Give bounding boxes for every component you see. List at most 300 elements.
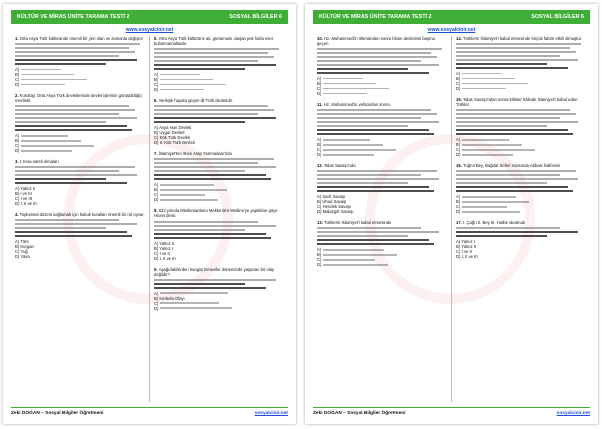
option-label: A)	[15, 67, 20, 73]
option-label: D)	[317, 91, 322, 97]
option-label: C)	[154, 192, 159, 198]
text-line	[317, 178, 439, 180]
option-label: B)	[456, 76, 461, 82]
question-text	[456, 36, 586, 41]
text-line	[456, 227, 560, 229]
question-item	[154, 208, 284, 260]
text-line	[456, 55, 560, 57]
option-text-line	[323, 144, 383, 146]
page-header	[313, 10, 590, 24]
option-label: B) I ve III	[15, 191, 32, 197]
text-line	[15, 166, 135, 168]
question-item	[15, 93, 145, 153]
text-line	[15, 43, 140, 45]
option-text-line	[462, 144, 522, 146]
text-line	[154, 178, 271, 180]
text-line	[456, 174, 560, 176]
option-text-line	[323, 139, 370, 141]
option-label: A) Yalnız I	[456, 239, 475, 245]
option-text-line	[160, 199, 218, 201]
text-line	[15, 113, 119, 115]
text-line	[317, 243, 434, 245]
option-label: B)	[154, 187, 159, 193]
question-item	[456, 220, 586, 259]
text-line	[456, 190, 573, 192]
text-line	[317, 113, 437, 115]
question-text	[15, 36, 145, 41]
text-line	[456, 59, 578, 61]
text-line	[456, 186, 568, 188]
option-label: C) Hendek Savaşı	[317, 204, 351, 210]
text-line	[154, 162, 258, 164]
option-label: D)	[456, 86, 461, 92]
text-line	[154, 109, 274, 111]
option-text-line	[462, 154, 513, 156]
answer-option[interactable]	[15, 201, 145, 206]
text-line	[317, 52, 431, 54]
text-line	[154, 117, 276, 119]
option-label: C) I ve III	[15, 196, 32, 202]
option-text-line	[21, 135, 68, 137]
option-text-line	[160, 184, 214, 186]
option-text-line	[462, 83, 528, 85]
text-line	[317, 64, 439, 66]
option-text-line	[323, 264, 388, 266]
text-line	[154, 279, 276, 281]
question-item	[456, 163, 586, 214]
option-label: B) Uhud Savaşı	[317, 199, 347, 205]
option-label: D)	[317, 262, 322, 268]
option-label: D) I, II ve III	[456, 254, 478, 260]
text-line	[154, 60, 258, 62]
left-page	[3, 4, 296, 424]
text-line	[456, 67, 568, 69]
answer-option[interactable]	[154, 87, 284, 92]
header-title: KÜLTÜR VE MİRAS ÜNİTE TARAMA TESTİ 2	[319, 14, 432, 20]
question-stem: Kurultay, Orta Asya Türk devletlerinde devlet işlerinin görüşüldüğü meclistir.	[15, 93, 142, 104]
option-text-line	[323, 249, 384, 251]
option-label: C)	[154, 300, 159, 306]
text-line	[317, 170, 437, 172]
option-text-line	[462, 211, 520, 213]
question-number: 3.	[15, 159, 20, 165]
answer-option[interactable]	[317, 91, 447, 96]
page-footer	[11, 407, 288, 418]
text-line	[15, 59, 137, 61]
question-text	[15, 212, 145, 217]
text-line	[456, 129, 568, 131]
option-text-line	[160, 302, 219, 304]
question-item	[154, 36, 284, 92]
right-page	[305, 4, 598, 424]
right-column	[149, 36, 288, 402]
question-item	[456, 97, 586, 157]
question-number: 16.	[456, 163, 463, 169]
option-label: C)	[456, 81, 461, 87]
option-label: C)	[15, 77, 20, 83]
option-label: D)	[15, 82, 20, 88]
text-line	[15, 63, 106, 65]
question-item	[15, 159, 145, 206]
question-stem: Türklerin İslamiyet'i kabul etmesinde birçok faktör etkili olmuştur.	[463, 36, 583, 41]
page-footer	[313, 407, 590, 418]
right-column	[451, 36, 590, 402]
text-line	[154, 52, 268, 54]
option-text-line	[462, 196, 516, 198]
header-subject: SOSYAL BİLGİLER 6	[229, 14, 282, 20]
question-stem: Türklerin İslamiyet'i kabul etmesinde	[324, 220, 392, 226]
option-text-line	[21, 140, 81, 142]
question-columns	[313, 36, 590, 402]
answer-option[interactable]	[15, 82, 145, 87]
text-line	[154, 68, 245, 70]
text-line	[456, 121, 578, 123]
text-line	[317, 133, 434, 135]
option-label: A)	[15, 133, 20, 139]
question-item	[317, 36, 447, 96]
text-line	[456, 182, 547, 184]
text-line	[154, 56, 274, 58]
text-line	[154, 237, 271, 239]
question-number: 10.	[317, 36, 324, 41]
question-stem: Hz. Muhammed'in vefatından sonra	[323, 102, 390, 108]
answer-option[interactable]	[154, 256, 284, 261]
question-number: 12.	[317, 163, 324, 169]
question-text	[154, 267, 284, 277]
option-text-line	[323, 154, 374, 156]
question-item	[15, 212, 145, 259]
option-text-line	[462, 149, 535, 151]
text-line	[154, 48, 279, 50]
text-line	[456, 235, 547, 237]
option-text-line	[462, 73, 502, 75]
question-text	[317, 220, 447, 225]
option-text-line	[160, 84, 226, 86]
question-text	[154, 36, 284, 46]
option-label: A) Yalnız II	[154, 240, 175, 246]
question-text	[154, 208, 284, 218]
option-text-line	[160, 79, 213, 81]
option-label: C)	[317, 147, 322, 153]
text-line	[456, 113, 576, 115]
question-item	[154, 151, 284, 202]
answer-option[interactable]	[456, 152, 586, 157]
text-line	[15, 182, 127, 184]
option-text-line	[21, 150, 72, 152]
text-line	[154, 174, 266, 176]
answer-option[interactable]	[456, 209, 586, 214]
text-line	[15, 117, 137, 119]
text-line	[317, 186, 429, 188]
option-label: C)	[317, 86, 322, 92]
question-stem: Tuğrul Bey, Bağdat Seferi sırasında Abbasi halifesini	[463, 163, 561, 169]
option-label: B)	[15, 72, 20, 78]
option-text-line	[160, 89, 204, 91]
text-line	[317, 174, 421, 176]
option-text-line	[160, 189, 227, 191]
text-line	[15, 47, 129, 49]
text-line	[154, 287, 266, 289]
question-item	[154, 267, 284, 311]
option-label: D) II. Kök Türk Devleti	[154, 140, 195, 146]
text-line	[456, 170, 576, 172]
question-number: 5.	[154, 36, 159, 41]
option-text-line	[21, 69, 61, 71]
answer-option[interactable]	[154, 197, 284, 202]
text-line	[15, 125, 127, 127]
option-text-line	[160, 74, 200, 76]
text-line	[317, 72, 429, 74]
option-label: A) Yalnız II	[15, 186, 36, 192]
option-label: B)	[317, 81, 322, 87]
option-text-line	[323, 78, 363, 80]
text-line	[317, 239, 429, 241]
question-number: 6.	[154, 98, 159, 104]
text-line	[15, 223, 137, 225]
header-title: KÜLTÜR VE MİRAS ÜNİTE TARAMA TESTİ 2	[17, 14, 130, 20]
question-item	[317, 163, 447, 214]
answer-option[interactable]	[154, 306, 284, 311]
option-label: B)	[456, 199, 461, 205]
text-line	[456, 109, 570, 111]
question-stem: İslamiyet'ten önce Arap Yarımadası'nda	[158, 151, 232, 157]
option-label: D) Malazgirt Savaşı	[317, 209, 354, 215]
text-line	[154, 113, 258, 115]
option-label: D) Yasa	[15, 254, 30, 260]
question-stem: Orta Asya Türk kültürüne ait, günümüze ulaşan pek fazla eser bulunmamaktadır.	[154, 36, 274, 47]
footer-author: Zeki DOĞAN – Sosyal Bilgiler Öğretmeni	[313, 410, 406, 416]
option-text-line	[323, 254, 397, 256]
text-line	[15, 170, 119, 172]
answer-option[interactable]	[317, 152, 447, 157]
option-label: B)	[456, 142, 461, 148]
question-text	[317, 36, 447, 46]
option-label: A)	[317, 247, 322, 253]
text-line	[154, 158, 274, 160]
question-number: 17.	[456, 220, 463, 226]
option-label: B)	[15, 138, 20, 144]
answer-option[interactable]	[317, 262, 447, 267]
option-label: C) I ve II	[154, 250, 170, 256]
question-text	[317, 163, 447, 168]
option-label: A)	[154, 72, 159, 78]
option-label: C) Yuğ	[15, 249, 28, 255]
question-stem: 622 yılında Müslümanların Mekke'den Medine'ye yaptıkları göçe Hicret denir.	[154, 208, 278, 219]
question-number: 14.	[456, 36, 463, 41]
text-line	[317, 231, 439, 233]
text-line	[317, 56, 437, 58]
answer-option[interactable]	[15, 254, 145, 259]
option-label: B)	[317, 142, 322, 148]
answer-option[interactable]	[317, 209, 447, 214]
text-line	[15, 227, 106, 229]
question-stem: Toplumsal düzeni sağlamak için hukuk kuralları önemli bir rol oynar.	[19, 212, 145, 218]
text-line	[317, 190, 434, 192]
page-header	[11, 10, 288, 24]
answer-option[interactable]	[15, 148, 145, 153]
option-label: D)	[317, 152, 322, 158]
option-label: D)	[154, 87, 159, 93]
option-label: C)	[456, 204, 461, 210]
footer-site-link[interactable]: sosyalcinir.net	[254, 410, 288, 416]
option-label: B)	[154, 77, 159, 83]
text-line	[15, 235, 132, 237]
site-link[interactable]: www.sosyalcinir.net	[427, 27, 476, 33]
text-line	[456, 43, 581, 45]
option-label: B) Kurgan	[15, 244, 34, 250]
option-label: C) Kök Türk Devleti	[154, 135, 191, 141]
question-text	[456, 220, 586, 225]
option-label: A)	[154, 290, 159, 296]
text-line	[456, 125, 547, 127]
question-text	[317, 102, 447, 107]
question-text	[15, 159, 145, 164]
site-link[interactable]: www.sosyalcinir.net	[125, 27, 174, 33]
text-line	[15, 55, 119, 57]
answer-option[interactable]	[456, 254, 586, 259]
option-label: D)	[456, 152, 461, 158]
text-line	[154, 225, 276, 227]
text-line	[456, 63, 547, 65]
text-line	[456, 117, 560, 119]
option-text-line	[21, 145, 94, 147]
option-label: C)	[317, 257, 322, 263]
text-line	[456, 51, 576, 53]
text-line	[317, 235, 408, 237]
text-line	[15, 121, 106, 123]
option-label: D)	[456, 209, 461, 215]
option-label: D)	[154, 305, 159, 311]
left-column	[11, 36, 149, 402]
question-stem: I. Kısa süreli olmaları	[19, 159, 59, 165]
question-item	[317, 220, 447, 267]
option-label: C) I ve II	[456, 249, 472, 255]
option-label: D)	[154, 197, 159, 203]
option-text-line	[21, 74, 74, 76]
question-number: 13.	[317, 220, 324, 226]
text-line	[154, 64, 276, 66]
text-line	[456, 231, 578, 233]
text-line	[15, 105, 129, 107]
option-label: A) Sadr Savaşı	[317, 194, 346, 200]
option-text-line	[21, 79, 87, 81]
option-label: A)	[317, 137, 322, 143]
footer-site-link[interactable]: sosyalcinir.net	[556, 410, 590, 416]
question-item	[317, 102, 447, 157]
text-line	[317, 182, 408, 184]
option-text-line	[462, 201, 529, 203]
question-number: 2.	[15, 93, 20, 99]
text-line	[154, 229, 245, 231]
question-text	[15, 93, 145, 103]
option-label: A)	[456, 137, 461, 143]
text-line	[15, 109, 135, 111]
option-label: B) Uygur Devleti	[154, 130, 185, 136]
option-text-line	[323, 88, 389, 90]
option-label: A)	[456, 71, 461, 77]
option-label: D) I, II ve III	[154, 255, 176, 261]
option-label: B) Yalnız II	[456, 244, 477, 250]
question-stem: Talas Savaşı'ndan sonra kitleler hâlinde İslamiyet'i kabul eden Türkler	[456, 97, 578, 108]
option-label: C)	[456, 147, 461, 153]
text-line	[154, 166, 276, 168]
option-label: C)	[15, 143, 20, 149]
question-number: 11.	[317, 102, 324, 108]
text-line	[317, 68, 408, 70]
left-column	[313, 36, 451, 402]
option-label: D)	[15, 148, 20, 154]
question-stem: I. Çağrı II. Bey III. Hutbe okutmak	[463, 220, 525, 226]
footer-author: Zeki DOĞAN – Sosyal Bilgiler Öğretmeni	[11, 410, 104, 416]
question-text	[154, 98, 284, 103]
option-text-line	[323, 83, 376, 85]
option-text-line	[462, 88, 506, 90]
option-text-line	[462, 78, 515, 80]
option-label: A)	[154, 182, 159, 188]
option-text-line	[323, 149, 396, 151]
text-line	[154, 283, 245, 285]
text-line	[317, 60, 421, 62]
text-line	[15, 51, 135, 53]
option-label: A) Töre	[15, 239, 29, 245]
option-text-line	[323, 93, 367, 95]
text-line	[15, 219, 119, 221]
question-number: 7.	[154, 151, 159, 157]
option-label: D) I, II ve III	[15, 201, 37, 207]
text-line	[154, 105, 268, 107]
question-stem: Hz. Muhammed'in ölümünden sonra İslam devletinin başına geçen	[317, 36, 435, 47]
question-text	[456, 163, 586, 168]
option-text-line	[160, 292, 228, 294]
question-item	[154, 98, 284, 145]
text-line	[456, 47, 570, 49]
text-line	[154, 170, 245, 172]
option-text-line	[160, 194, 205, 196]
header-subject: SOSYAL BİLGİLER 6	[531, 14, 584, 20]
text-line	[15, 174, 137, 176]
text-line	[154, 121, 245, 123]
option-text-line	[323, 259, 375, 261]
text-line	[317, 48, 442, 50]
question-stem: Talas Savaşı'nda	[324, 163, 356, 169]
question-text	[456, 97, 586, 107]
text-line	[456, 133, 573, 135]
text-line	[154, 221, 258, 223]
question-number: 1.	[15, 36, 20, 41]
text-line	[15, 129, 132, 131]
question-stem: Orta Asya Türk kültüründe önemli bir yeri olan ve zamanla değişen	[19, 36, 143, 41]
question-number: 15.	[456, 97, 463, 103]
text-line	[317, 117, 421, 119]
answer-option[interactable]	[456, 86, 586, 91]
text-line	[317, 109, 431, 111]
text-line	[15, 231, 127, 233]
text-line	[154, 233, 266, 235]
option-text-line	[160, 307, 232, 309]
option-label: B) Kerbela Olayı	[154, 295, 185, 301]
option-text-line	[462, 206, 507, 208]
question-item	[15, 36, 145, 87]
answer-option[interactable]	[154, 140, 284, 145]
text-line	[317, 125, 408, 127]
text-line	[317, 227, 421, 229]
option-text-line	[21, 84, 65, 86]
question-number: 9.	[154, 266, 159, 272]
text-line	[317, 121, 439, 123]
question-item	[456, 36, 586, 91]
text-line	[15, 178, 106, 180]
option-label: A) Asya Hun Devleti	[154, 125, 192, 131]
